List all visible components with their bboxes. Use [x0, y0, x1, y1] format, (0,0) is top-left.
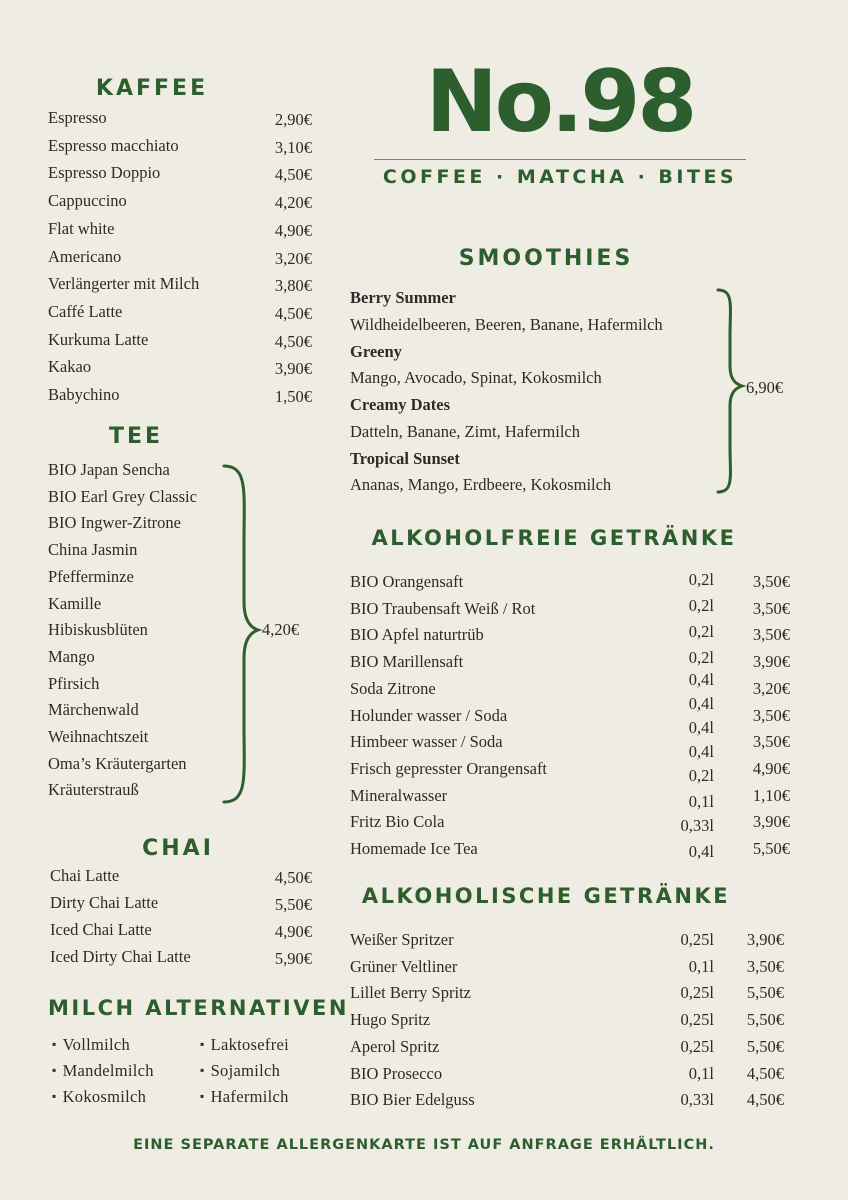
menu-item-name: Babychino	[48, 385, 120, 404]
tea-item: China Jasmin	[48, 540, 138, 560]
menu-item-price: 4,50€	[274, 331, 312, 351]
drink-price: 5,50€	[746, 1036, 784, 1056]
drink-size: 0,33l	[680, 816, 714, 835]
menu-item-price: 4,50€	[274, 303, 312, 323]
smoothie-description: Wildheidelbeeren, Beeren, Banane, Hafermilch	[350, 314, 663, 334]
drink-name: BIO Bier Edelguss	[350, 1090, 475, 1110]
tea-item: BIO Ingwer-Zitrone	[48, 513, 181, 533]
drink-name: Holunder wasser / Soda	[350, 705, 508, 725]
brand-logo: No.98	[425, 52, 695, 152]
chai-heading: CHAI	[142, 836, 214, 861]
menu-item-name: Iced Dirty Chai Latte	[50, 947, 191, 966]
milk-option: ▪ Kokosmilch	[52, 1087, 146, 1107]
menu-item-name: Espresso	[48, 108, 107, 127]
drink-price: 4,50€	[746, 1063, 784, 1083]
drink-price: 3,50€	[752, 625, 790, 645]
drink-price: 1,10€	[752, 785, 790, 805]
menu-item-name: Caffé Latte	[48, 301, 123, 321]
menu-item-price: 4,50€	[274, 165, 312, 185]
drink-name: Himbeer wasser / Soda	[350, 732, 503, 752]
drink-size: 0,25l	[680, 1010, 714, 1030]
milch-heading: MILCH ALTERNATIVEN	[48, 996, 349, 1020]
drink-size: 0,1l	[688, 1063, 714, 1083]
drink-size: 0,1l	[688, 792, 714, 811]
drink-name: Hugo Spritz	[350, 1010, 431, 1030]
smoothie-name: Creamy Dates	[350, 395, 451, 414]
drink-size: 0,25l	[680, 983, 714, 1003]
drink-size: 0,2l	[688, 596, 714, 615]
drink-name: Aperol Spritz	[350, 1036, 440, 1056]
drink-name: Frisch gepresster Orangensaft	[350, 758, 548, 778]
drink-name: Weißer Spritzer	[350, 930, 454, 949]
milk-option: ▪ Mandelmilch	[52, 1061, 154, 1081]
drink-price: 3,90€	[752, 652, 790, 672]
drink-name: Grüner Veltliner	[350, 956, 458, 976]
logo-divider	[374, 159, 746, 160]
smoothie-name: Greeny	[350, 341, 402, 361]
drink-name: Mineralwasser	[350, 785, 448, 805]
drink-size: 0,2l	[688, 648, 714, 667]
drink-size: 0,2l	[688, 622, 714, 641]
drink-name: BIO Marillensaft	[350, 652, 464, 672]
drink-price: 3,20€	[752, 678, 790, 698]
tea-item: Mango	[48, 646, 95, 666]
drink-price: 3,50€	[752, 732, 790, 752]
drink-price: 3,50€	[752, 705, 790, 725]
drink-name: Fritz Bio Cola	[350, 812, 445, 832]
menu-item-name: Verlängerter mit Milch	[48, 274, 200, 294]
menu-item-price: 5,50€	[274, 895, 312, 914]
menu-item-price: 4,20€	[274, 193, 312, 213]
drink-name: Lillet Berry Spritz	[350, 983, 471, 1003]
smoothie-name: Tropical Sunset	[350, 448, 460, 468]
alkoholfrei-heading: ALKOHOLFREIE GETRÄNKE	[371, 526, 737, 550]
menu-item-name: Cappuccino	[48, 191, 127, 211]
menu-item-price: 3,20€	[274, 248, 312, 268]
tee-brace	[222, 462, 262, 806]
alkoholisch-heading: ALKOHOLISCHE GETRÄNKE	[361, 884, 731, 908]
smoothies-heading: SMOOTHIES	[458, 246, 634, 271]
tea-item: Hibiskusblüten	[48, 620, 148, 640]
menu-item-price: 4,90€	[274, 922, 312, 941]
drink-price: 3,90€	[752, 812, 790, 832]
drink-size: 0,25l	[680, 1036, 714, 1056]
tea-item: BIO Earl Grey Classic	[48, 486, 197, 506]
milk-option: ▪ Sojamilch	[200, 1061, 280, 1081]
drink-size: 0,4l	[688, 694, 714, 713]
tea-item: Kamille	[48, 593, 102, 613]
smoothie-name: Berry Summer	[350, 288, 456, 307]
menu-item-name: Espresso macchiato	[48, 135, 179, 155]
drink-size: 0,4l	[688, 742, 714, 761]
tea-item: Weihnachtszeit	[48, 727, 149, 746]
drink-price: 3,50€	[752, 598, 790, 618]
drink-size: 0,25l	[680, 930, 714, 949]
tea-item: Pfefferminze	[48, 566, 134, 586]
drink-name: Homemade Ice Tea	[350, 839, 478, 858]
drink-price: 4,90€	[752, 758, 790, 778]
allergen-note: EINE SEPARATE ALLERGENKARTE IST AUF ANFRAGE ERHÄLTLICH.	[133, 1137, 715, 1153]
smoothie-brace	[716, 286, 746, 496]
menu-item-price: 2,90€	[274, 110, 312, 129]
menu-item-name: Dirty Chai Latte	[50, 893, 159, 912]
drink-name: BIO Orangensaft	[350, 572, 464, 591]
drink-price: 5,50€	[746, 1010, 784, 1030]
menu-item-price: 4,90€	[274, 220, 312, 240]
menu-item-name: Flat white	[48, 218, 115, 238]
menu-item-price: 5,90€	[274, 949, 312, 968]
drink-name: BIO Prosecco	[350, 1063, 443, 1083]
drink-price: 3,90€	[746, 930, 784, 949]
kaffee-heading: KAFFEE	[95, 76, 209, 101]
drink-price: 4,50€	[746, 1090, 784, 1110]
tea-item: Märchenwald	[48, 700, 139, 720]
smoothie-description: Ananas, Mango, Erdbeere, Kokosmilch	[350, 475, 612, 494]
menu-item-price: 3,90€	[274, 359, 312, 379]
menu-item-price: 4,50€	[274, 868, 312, 887]
drink-size: 0,2l	[688, 766, 714, 785]
brand-tagline: COFFEE · MATCHA · BITES	[382, 166, 738, 188]
menu-item-name: Chai Latte	[50, 866, 120, 885]
drink-size: 0,4l	[688, 718, 714, 737]
drink-name: Soda Zitrone	[350, 678, 436, 698]
menu-item-price: 3,80€	[274, 276, 312, 296]
drink-name: BIO Traubensaft Weiß / Rot	[350, 598, 536, 618]
drink-price: 5,50€	[752, 839, 790, 858]
drink-price: 3,50€	[746, 956, 784, 976]
menu-item-price: 3,10€	[274, 137, 312, 157]
menu-item-name: Kakao	[48, 357, 92, 377]
drink-size: 0,4l	[688, 842, 714, 861]
drink-size: 0,1l	[688, 956, 714, 976]
tea-item: Pfirsich	[48, 673, 100, 693]
smoothie-description: Datteln, Banane, Zimt, Hafermilch	[350, 421, 581, 441]
tee-price: 4,20€	[262, 620, 300, 639]
menu-item-name: Americano	[48, 246, 122, 266]
drink-size: 0,2l	[688, 570, 714, 589]
smoothie-price: 6,90€	[746, 378, 784, 397]
milk-option: ▪ Laktosefrei	[200, 1035, 289, 1055]
menu-item-price: 1,50€	[274, 387, 312, 406]
drink-size: 0,4l	[688, 670, 714, 689]
drink-size: 0,33l	[680, 1090, 714, 1110]
milk-option: ▪ Vollmilch	[52, 1035, 130, 1055]
menu-item-name: Iced Chai Latte	[50, 920, 152, 939]
menu-item-name: Espresso Doppio	[48, 163, 161, 183]
tea-item: Kräuterstrauß	[48, 780, 139, 800]
tea-item: Oma’s Kräutergarten	[48, 753, 187, 773]
menu-item-name: Kurkuma Latte	[48, 329, 149, 349]
drink-price: 5,50€	[746, 983, 784, 1003]
smoothie-description: Mango, Avocado, Spinat, Kokosmilch	[350, 368, 602, 387]
tea-item: BIO Japan Sencha	[48, 460, 170, 479]
milk-option: ▪ Hafermilch	[200, 1087, 289, 1107]
tee-heading: TEE	[108, 424, 164, 449]
drink-price: 3,50€	[752, 572, 790, 591]
drink-name: BIO Apfel naturtrüb	[350, 625, 484, 645]
